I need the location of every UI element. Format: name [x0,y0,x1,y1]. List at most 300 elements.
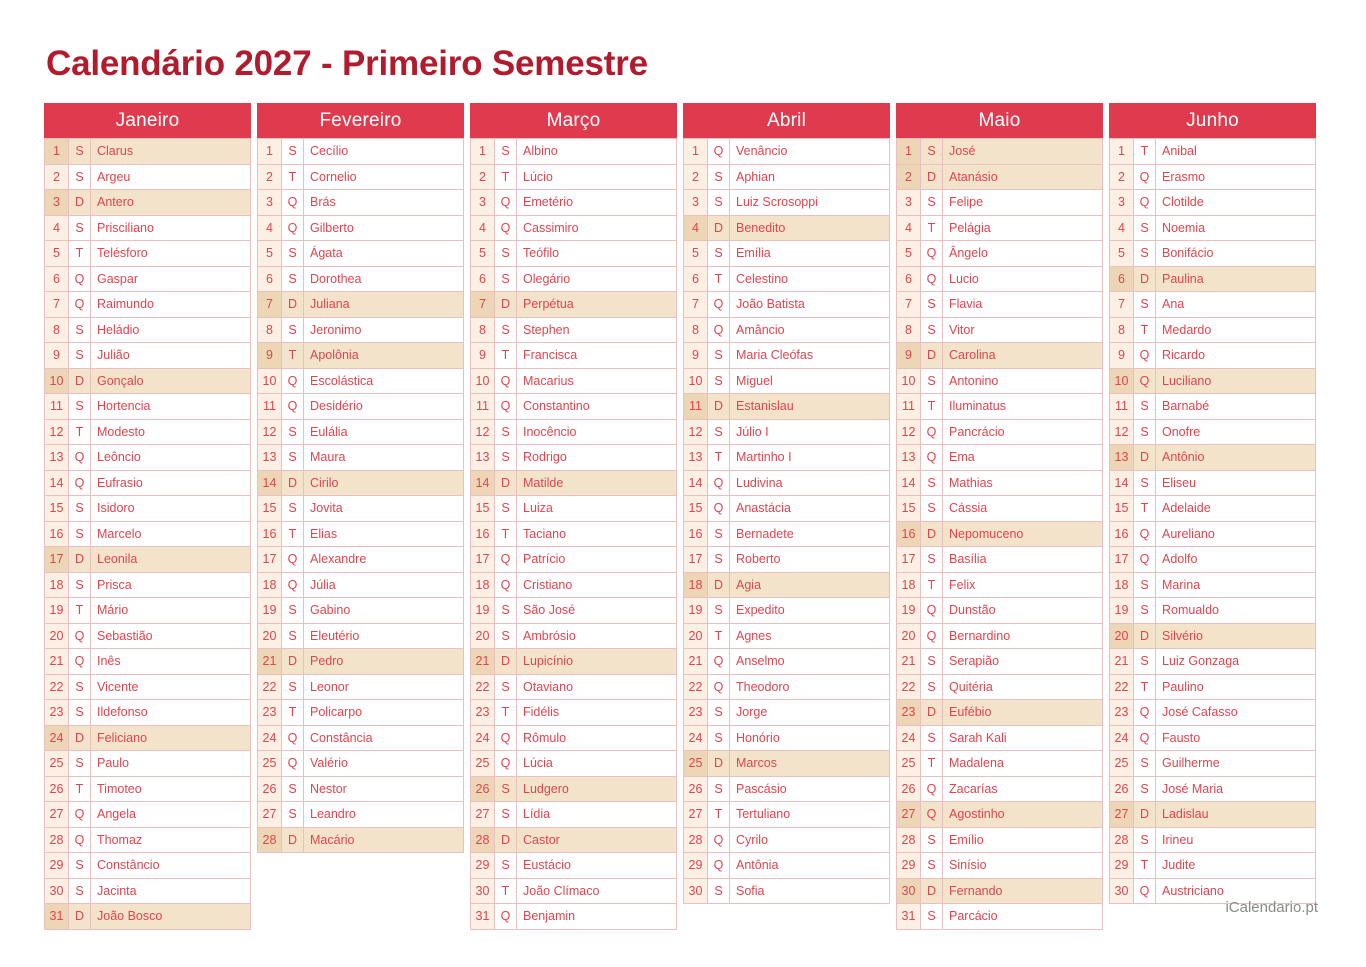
day-row[interactable] [897,190,1103,216]
day-row[interactable] [258,317,464,343]
day-row[interactable] [471,496,677,522]
saint-name: Eufrasio [91,470,251,496]
weekday-initial: S [495,776,517,802]
day-number: 22 [684,674,708,700]
saint-name: Judite [1156,853,1316,879]
day-row[interactable] [684,266,890,292]
weekday-initial: Q [921,598,943,624]
day-row[interactable] [258,266,464,292]
saint-name: Modesto [91,419,251,445]
saint-name: Paulino [1156,674,1316,700]
day-row[interactable] [684,623,890,649]
day-row[interactable] [471,317,677,343]
day-number: 17 [684,547,708,573]
day-row[interactable] [1110,139,1316,165]
day-row[interactable] [45,547,251,573]
weekday-initial: S [282,674,304,700]
day-number: 30 [897,878,921,904]
day-number: 6 [897,266,921,292]
day-row[interactable] [45,215,251,241]
day-row[interactable] [1110,598,1316,624]
day-row[interactable] [45,419,251,445]
day-number: 8 [471,317,495,343]
day-row[interactable] [258,292,464,318]
day-number: 10 [684,368,708,394]
day-row[interactable] [471,215,677,241]
day-row[interactable] [471,827,677,853]
day-row[interactable] [45,725,251,751]
day-row[interactable] [1110,725,1316,751]
saint-name: Ludivina [730,470,890,496]
weekday-initial: Q [495,725,517,751]
weekday-initial: S [921,368,943,394]
saint-name: Leandro [304,802,464,828]
day-row[interactable] [258,394,464,420]
day-number: 28 [471,827,495,853]
day-row[interactable] [897,368,1103,394]
day-row[interactable] [684,700,890,726]
day-row[interactable] [471,368,677,394]
day-list [257,138,464,853]
day-row[interactable] [1110,674,1316,700]
weekday-initial: Q [69,445,91,471]
weekday-initial: T [495,878,517,904]
day-number: 4 [258,215,282,241]
saint-name: Expedito [730,598,890,624]
saint-name: Gonçalo [91,368,251,394]
day-row[interactable] [471,419,677,445]
day-number: 4 [684,215,708,241]
day-number: 14 [684,470,708,496]
day-row[interactable] [897,547,1103,573]
day-row[interactable] [1110,700,1316,726]
day-row[interactable] [471,878,677,904]
day-list [470,138,677,930]
day-row[interactable] [1110,827,1316,853]
day-row[interactable] [897,394,1103,420]
day-row[interactable] [471,674,677,700]
day-row[interactable] [258,215,464,241]
day-row[interactable] [1110,521,1316,547]
day-row[interactable] [258,700,464,726]
saint-name: Leonor [304,674,464,700]
day-number: 8 [897,317,921,343]
day-number: 1 [471,139,495,165]
month-block [44,103,251,930]
day-row[interactable] [471,776,677,802]
saint-name: Felipe [943,190,1103,216]
day-row[interactable] [471,623,677,649]
month-block [683,103,890,904]
day-row[interactable] [684,649,890,675]
day-row[interactable] [684,674,890,700]
day-number: 21 [258,649,282,675]
day-number: 18 [45,572,69,598]
day-row[interactable] [258,496,464,522]
weekday-initial: S [69,215,91,241]
day-row[interactable] [897,674,1103,700]
saint-name: João Batista [730,292,890,318]
day-number: 21 [684,649,708,675]
day-row[interactable] [897,598,1103,624]
day-row[interactable] [897,241,1103,267]
saint-name: Bernardino [943,623,1103,649]
weekday-initial: T [921,572,943,598]
day-row[interactable] [45,317,251,343]
day-row[interactable] [471,521,677,547]
day-row[interactable] [1110,751,1316,777]
day-row[interactable] [897,164,1103,190]
day-number: 28 [1110,827,1134,853]
day-row[interactable] [897,700,1103,726]
day-number: 14 [471,470,495,496]
day-row[interactable] [471,802,677,828]
weekday-initial: S [708,521,730,547]
day-row[interactable] [684,827,890,853]
day-row[interactable] [258,572,464,598]
day-row[interactable] [471,241,677,267]
day-row[interactable] [471,164,677,190]
day-row[interactable] [897,292,1103,318]
day-row[interactable] [1110,394,1316,420]
weekday-initial: D [69,368,91,394]
day-row[interactable] [45,878,251,904]
day-row[interactable] [1110,547,1316,573]
day-row[interactable] [684,445,890,471]
day-row[interactable] [45,904,251,930]
day-row[interactable] [1110,802,1316,828]
saint-name: Antônio [1156,445,1316,471]
day-row[interactable] [897,853,1103,879]
day-row[interactable] [684,419,890,445]
saint-name: Dorothea [304,266,464,292]
day-row[interactable] [684,368,890,394]
day-row[interactable] [258,751,464,777]
day-row[interactable] [471,700,677,726]
day-number: 17 [471,547,495,573]
day-row[interactable] [258,445,464,471]
weekday-initial: S [69,878,91,904]
day-row[interactable] [897,904,1103,930]
day-row[interactable] [684,139,890,165]
saint-name: Luciliano [1156,368,1316,394]
day-row[interactable] [45,649,251,675]
day-row[interactable] [258,776,464,802]
saint-name: Apolônia [304,343,464,369]
month-header-maio: Maio [896,103,1103,138]
day-row[interactable] [684,751,890,777]
day-row[interactable] [684,521,890,547]
day-number: 13 [471,445,495,471]
day-row[interactable] [897,496,1103,522]
saint-name: Eustácio [517,853,677,879]
saint-name: Eufébio [943,700,1103,726]
day-row[interactable] [897,827,1103,853]
weekday-initial: Q [69,292,91,318]
day-row[interactable] [45,164,251,190]
day-row[interactable] [897,215,1103,241]
day-row[interactable] [1110,190,1316,216]
weekday-initial: S [282,776,304,802]
weekday-initial: D [495,827,517,853]
weekday-initial: Q [1134,190,1156,216]
day-row[interactable] [1110,572,1316,598]
day-row[interactable] [258,343,464,369]
day-row[interactable] [684,776,890,802]
day-row[interactable] [684,853,890,879]
day-number: 7 [1110,292,1134,318]
day-number: 18 [1110,572,1134,598]
day-number: 16 [258,521,282,547]
weekday-initial: S [1134,572,1156,598]
day-row[interactable] [684,496,890,522]
day-row[interactable] [45,674,251,700]
saint-name: Timoteo [91,776,251,802]
day-row[interactable] [45,572,251,598]
day-row[interactable] [897,266,1103,292]
day-number: 31 [471,904,495,930]
saint-name: Eulália [304,419,464,445]
day-row[interactable] [1110,470,1316,496]
day-number: 13 [258,445,282,471]
day-row[interactable] [258,725,464,751]
day-row[interactable] [471,139,677,165]
day-row[interactable] [897,649,1103,675]
day-row[interactable] [45,368,251,394]
day-row[interactable] [897,751,1103,777]
day-row[interactable] [45,776,251,802]
saint-name: José Cafasso [1156,700,1316,726]
day-row[interactable] [471,190,677,216]
month-header-abril: Abril [683,103,890,138]
day-row[interactable] [471,394,677,420]
day-row[interactable] [684,470,890,496]
day-row[interactable] [45,241,251,267]
day-row[interactable] [45,343,251,369]
day-row[interactable] [45,751,251,777]
day-row[interactable] [684,343,890,369]
day-row[interactable] [684,878,890,904]
weekday-initial: S [1134,827,1156,853]
day-row[interactable] [45,827,251,853]
day-row[interactable] [471,853,677,879]
day-row[interactable] [684,190,890,216]
weekday-initial: S [495,853,517,879]
day-row[interactable] [471,445,677,471]
day-row[interactable] [471,904,677,930]
day-row[interactable] [45,292,251,318]
weekday-initial: T [1134,496,1156,522]
saint-name: José [943,139,1103,165]
day-row[interactable] [471,649,677,675]
day-row[interactable] [45,802,251,828]
weekday-initial: D [69,190,91,216]
page-title: Calendário 2027 - Primeiro Semestre [46,44,648,83]
day-number: 15 [1110,496,1134,522]
day-row[interactable] [1110,241,1316,267]
saint-name: Inês [91,649,251,675]
day-row[interactable] [1110,215,1316,241]
day-row[interactable] [897,878,1103,904]
day-row[interactable] [45,470,251,496]
saint-name: Jacinta [91,878,251,904]
day-number: 3 [258,190,282,216]
day-row[interactable] [1110,776,1316,802]
day-row[interactable] [684,802,890,828]
day-number: 20 [684,623,708,649]
day-row[interactable] [684,292,890,318]
saint-name: Constantino [517,394,677,420]
day-row[interactable] [45,139,251,165]
day-row[interactable] [897,139,1103,165]
day-row[interactable] [897,343,1103,369]
day-row[interactable] [1110,292,1316,318]
day-row[interactable] [471,547,677,573]
weekday-initial: Q [921,445,943,471]
day-row[interactable] [45,598,251,624]
day-row[interactable] [684,394,890,420]
day-row[interactable] [684,215,890,241]
day-row[interactable] [897,623,1103,649]
day-row[interactable] [258,139,464,165]
day-number: 25 [684,751,708,777]
day-row[interactable] [258,521,464,547]
day-row[interactable] [258,598,464,624]
saint-name: Alexandre [304,547,464,573]
day-row[interactable] [1110,266,1316,292]
day-row[interactable] [1110,419,1316,445]
day-row[interactable] [258,190,464,216]
day-row[interactable] [1110,317,1316,343]
day-row[interactable] [471,751,677,777]
day-row[interactable] [897,572,1103,598]
day-number: 29 [1110,853,1134,879]
weekday-initial: T [921,751,943,777]
saint-name: Heládio [91,317,251,343]
day-row[interactable] [684,598,890,624]
day-row[interactable] [258,470,464,496]
day-row[interactable] [1110,496,1316,522]
day-row[interactable] [471,470,677,496]
day-row[interactable] [1110,164,1316,190]
day-row[interactable] [897,317,1103,343]
saint-name: Iluminatus [943,394,1103,420]
saint-name: Francisca [517,343,677,369]
day-row[interactable] [258,674,464,700]
day-number: 25 [471,751,495,777]
weekday-initial: S [69,343,91,369]
day-row[interactable] [1110,853,1316,879]
day-row[interactable] [258,164,464,190]
day-row[interactable] [471,725,677,751]
saint-name: Miguel [730,368,890,394]
day-row[interactable] [258,419,464,445]
weekday-initial: T [708,445,730,471]
day-number: 21 [1110,649,1134,675]
day-row[interactable] [471,266,677,292]
weekday-initial: D [921,878,943,904]
weekday-initial: D [1134,266,1156,292]
weekday-initial: S [708,190,730,216]
day-row[interactable] [258,649,464,675]
day-number: 24 [471,725,495,751]
weekday-initial: S [69,853,91,879]
day-number: 16 [45,521,69,547]
day-row[interactable] [897,470,1103,496]
day-row[interactable] [45,266,251,292]
weekday-initial: S [708,700,730,726]
day-row[interactable] [45,853,251,879]
weekday-initial: S [282,241,304,267]
day-row[interactable] [1110,445,1316,471]
day-row[interactable] [258,368,464,394]
weekday-initial: S [69,164,91,190]
weekday-initial: S [1134,241,1156,267]
day-row[interactable] [897,802,1103,828]
day-row[interactable] [897,725,1103,751]
saint-name: Eleutério [304,623,464,649]
day-row[interactable] [897,776,1103,802]
day-row[interactable] [684,725,890,751]
day-row[interactable] [897,521,1103,547]
day-row[interactable] [45,190,251,216]
weekday-initial: S [708,241,730,267]
saint-name: Ângelo [943,241,1103,267]
day-row[interactable] [45,521,251,547]
day-row[interactable] [684,572,890,598]
weekday-initial: S [1134,751,1156,777]
day-row[interactable] [1110,368,1316,394]
day-row[interactable] [258,802,464,828]
weekday-initial: S [495,139,517,165]
day-row[interactable] [258,827,464,853]
day-row[interactable] [45,700,251,726]
day-row[interactable] [45,394,251,420]
day-row[interactable] [897,445,1103,471]
day-number: 31 [897,904,921,930]
day-row[interactable] [471,343,677,369]
day-row[interactable] [684,317,890,343]
saint-name: Cassimiro [517,215,677,241]
weekday-initial: S [708,725,730,751]
day-number: 4 [45,215,69,241]
day-row[interactable] [684,547,890,573]
month-header-fevereiro: Fevereiro [257,103,464,138]
day-number: 16 [684,521,708,547]
weekday-initial: Q [282,215,304,241]
day-row[interactable] [684,241,890,267]
day-row[interactable] [471,292,677,318]
day-row[interactable] [1110,623,1316,649]
day-row[interactable] [684,164,890,190]
day-row[interactable] [258,241,464,267]
day-row[interactable] [258,547,464,573]
day-row[interactable] [897,419,1103,445]
saint-name: Paulina [1156,266,1316,292]
day-number: 6 [45,266,69,292]
day-row[interactable] [1110,649,1316,675]
day-row[interactable] [45,496,251,522]
day-row[interactable] [471,598,677,624]
day-number: 25 [1110,751,1134,777]
day-row[interactable] [258,623,464,649]
day-row[interactable] [45,623,251,649]
day-row[interactable] [1110,343,1316,369]
day-row[interactable] [471,572,677,598]
weekday-initial: T [69,419,91,445]
weekday-initial: S [282,445,304,471]
day-row[interactable] [45,445,251,471]
